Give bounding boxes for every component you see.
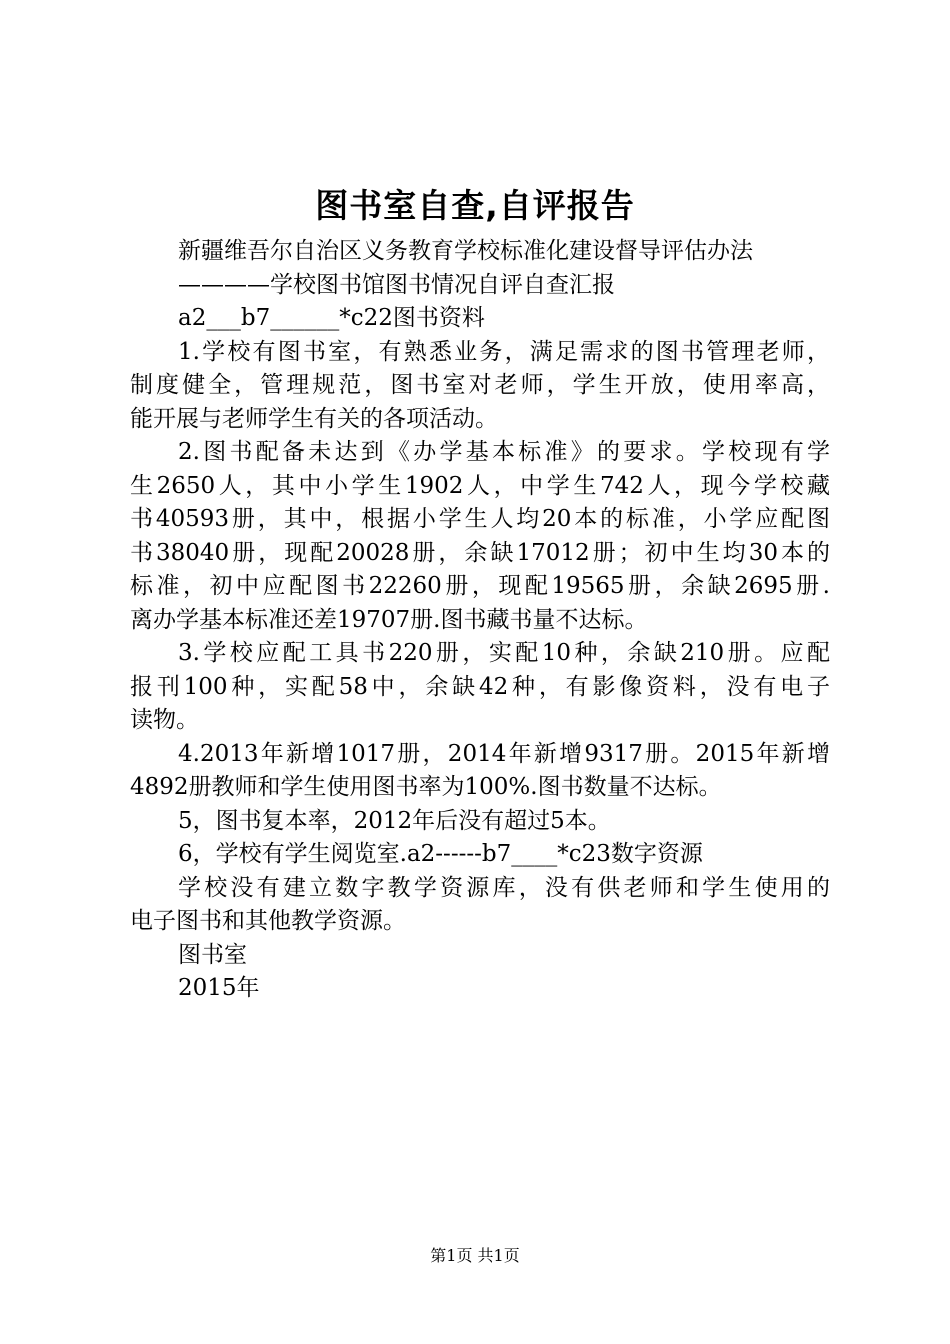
paragraph-line: 书38040册，现配20028册，余缺17012册；初中生均30本的: [130, 539, 830, 566]
paragraph-line: 5，图书复本率，2012年后没有超过5本。: [178, 807, 611, 834]
paragraph-line: 6，学校有学生阅览室.a2------b7____*c23数字资源: [178, 841, 703, 867]
signature-line: 图书室: [178, 941, 247, 968]
paragraph-line: 4892册教师和学生使用图书率为100%.图书数量不达标。: [130, 774, 722, 800]
paragraph-line: 制度健全，管理规范，图书室对老师，学生开放，使用率高，: [130, 372, 830, 398]
paragraph-line: 3.学校应配工具书220册，实配10种，余缺210册。应配: [178, 640, 830, 666]
paragraph-line: 4.2013年新增1017册，2014年新增9317册。2015年新增: [178, 740, 830, 767]
paragraph-line: 能开展与老师学生有关的各项活动。: [130, 405, 498, 432]
subtitle-line: 新疆维吾尔自治区义务教育学校标准化建设督导评估办法: [178, 238, 753, 264]
date-line: 2015年: [178, 975, 260, 1001]
paragraph-line: 读物。: [130, 707, 199, 733]
subtitle-line: ————学校图书馆图书情况自评自查汇报: [178, 271, 615, 298]
paragraph-line: 1.学校有图书室，有熟悉业务，满足需求的图书管理老师，: [178, 338, 830, 365]
section-heading: a2___b7______*c22图书资料: [178, 305, 485, 331]
paragraph-line: 生2650人，其中小学生1902人，中学生742人，现今学校藏: [130, 472, 830, 499]
document-body: [130, 235, 830, 1006]
page-footer: 第1页 共1页: [430, 1246, 520, 1265]
paragraph-line: 2.图书配备未达到《办学基本标准》的要求。学校现有学: [178, 439, 830, 465]
paragraph-line: 离办学基本标准还差19707册.图书藏书量不达标。: [130, 606, 648, 633]
paragraph-line: 标准，初中应配图书22260册，现配19565册，余缺2695册.: [130, 573, 830, 599]
paragraph-line: 书40593册，其中，根据小学生人均20本的标准，小学应配图: [130, 506, 830, 532]
paragraph-line: 报刊100种，实配58中，余缺42种，有影像资料，没有电子: [130, 673, 830, 700]
paragraph-line: 电子图书和其他教学资源。: [130, 908, 406, 934]
document-title: 图书室自查,自评报告: [315, 186, 635, 225]
paragraph-line: 学校没有建立数字教学资源库，没有供老师和学生使用的: [178, 874, 830, 901]
